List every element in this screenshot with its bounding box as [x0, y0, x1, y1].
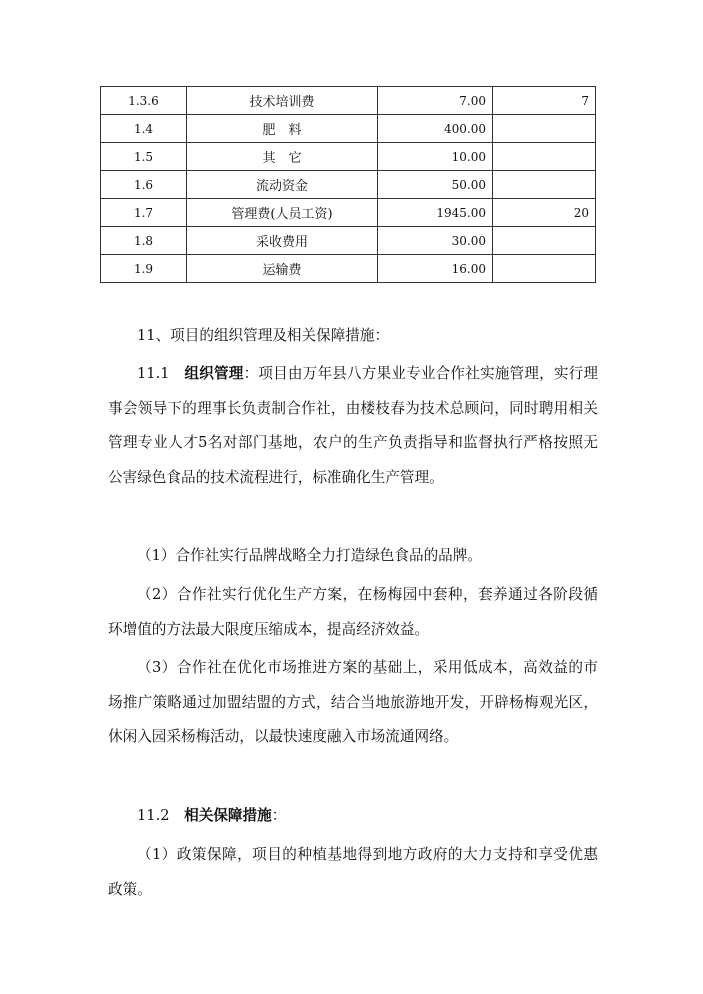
table-row: [101, 255, 596, 283]
row-item: 肥 料: [187, 115, 378, 143]
row-amount: 30.00: [378, 227, 493, 255]
row-item: 管理费(人员工资): [187, 199, 378, 227]
section-heading: 11、项目的组织管理及相关保障措施：: [137, 327, 390, 344]
subsection-number: 11.1: [137, 365, 170, 382]
table-row: [101, 227, 596, 255]
row-note: [493, 171, 596, 199]
table-row: [101, 143, 596, 171]
table-row: [101, 171, 596, 199]
row-number: 1.4: [101, 115, 187, 143]
row-number: 1.3.6: [101, 87, 187, 115]
list-item: （3）合作社在优化市场推进方案的基础上，采用低成本，高效益的市场推广策略通过加盟结盟的方式，结合当地旅游地开发，开辟杨梅观光区，休闲入园采杨梅活动，以最快速度融入市场流通网络。: [108, 659, 598, 745]
row-note: 20: [493, 199, 596, 227]
row-amount: 7.00: [378, 87, 493, 115]
row-number: 1.7: [101, 199, 187, 227]
row-amount: 400.00: [378, 115, 493, 143]
subsection-body: ：项目由万年县八方果业专业合作社实施管理，实行理事会领导下的理事长负责制合作社，由楼枝春为技术总顾问，同时聘用相关管理专业人才5名对部门基地，农户的生产负责指导和监督执行严格按照无公害绿色食品的技术流程进行，标准确化生产管理。: [108, 365, 598, 486]
row-item: 采收费用: [187, 227, 378, 255]
row-note: 7: [493, 87, 596, 115]
table-row: [101, 115, 596, 143]
row-amount: 50.00: [378, 171, 493, 199]
row-number: 1.8: [101, 227, 187, 255]
table-row: [101, 87, 596, 115]
subsection-title: 相关保障措施: [184, 807, 272, 824]
row-item: 其 它: [187, 143, 378, 171]
list-item: （2）合作社实行优化生产方案，在杨梅园中套种，套养通过各阶段循环增值的方法最大限度压缩成本，提高经济效益。: [108, 586, 598, 638]
budget-table: [100, 86, 596, 283]
subsection-number: 11.2: [137, 807, 170, 824]
row-amount: 1945.00: [378, 199, 493, 227]
row-number: 1.9: [101, 255, 187, 283]
row-note: [493, 227, 596, 255]
subsection-organization: [108, 357, 598, 495]
list-item: （1）政策保障，项目的种植基地得到地方政府的大力支持和享受优惠政策。: [108, 846, 598, 898]
row-note: [493, 143, 596, 171]
row-item: 运输费: [187, 255, 378, 283]
subsection-colon: ：: [271, 807, 287, 824]
subsection-title: 组织管理: [184, 365, 244, 382]
row-note: [493, 255, 596, 283]
row-note: [493, 115, 596, 143]
subsection-guarantee: [108, 799, 598, 834]
row-amount: 10.00: [378, 143, 493, 171]
row-amount: 16.00: [378, 255, 493, 283]
list-item: （1）合作社实行品牌战略全力打造绿色食品的品牌。: [137, 547, 482, 564]
row-item: 技术培训费: [187, 87, 378, 115]
table-row: [101, 199, 596, 227]
row-number: 1.5: [101, 143, 187, 171]
row-number: 1.6: [101, 171, 187, 199]
row-item: 流动资金: [187, 171, 378, 199]
